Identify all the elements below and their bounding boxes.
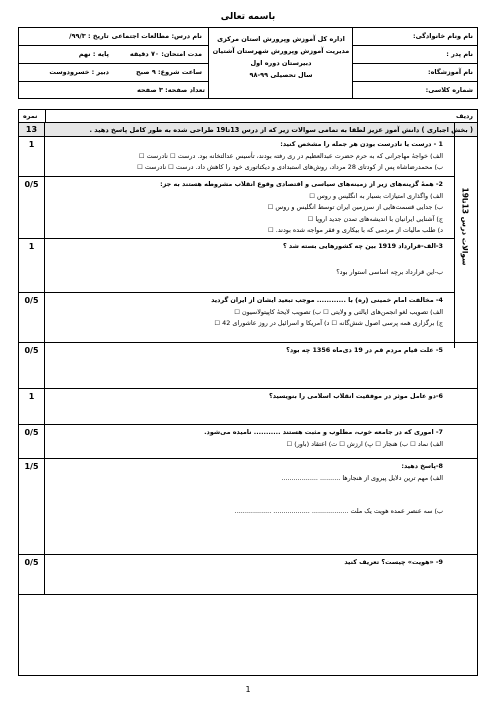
question-text: 7- اموری که در جامعه خوب، مطلوب و مثبت هستند ........... نامیده می‌شود. (204, 428, 443, 436)
exam-header (18, 27, 478, 99)
question-body (49, 391, 443, 403)
question-row (19, 343, 477, 389)
question-option-line[interactable] (49, 484, 443, 506)
question-option-line[interactable]: الف) نماد ☐ ب) هنجار ☐ پ) ارزش ☐ ت) اعتقاد (باور) ☐ (286, 439, 443, 448)
question-option-line[interactable]: د) طلب مالیات از مردمی که با بیکاری و فقر مواجه شده بودند. ☐ (268, 226, 443, 234)
question-text: 5- علت قیام مردم قم در 19 دی‌ماه 1356 چه بود؟ (286, 346, 443, 354)
question-score: 0/5 (19, 343, 45, 388)
question-row (19, 239, 455, 293)
question-option-line[interactable]: ب) جدایی قسمت‌هایی از سرزمین ایران توسط انگلیس و روس ☐ (267, 203, 443, 211)
question-option-line[interactable]: ب) سه عنصر عمده هویت یک ملت .................. .................. .................. (234, 507, 443, 515)
question-option-line[interactable]: ج) برگزاری همه پرسی اصول شش‌گانه ☐ د) آمریکا و اسرائیل در روز عاشورای 42 ☐ (214, 319, 443, 327)
questions-table (18, 109, 478, 676)
exam-info-row-1 (19, 28, 209, 46)
exam-info-column (19, 28, 209, 98)
question-body (49, 427, 443, 450)
date-label: تاریخ : ۹۹/۳/ (69, 32, 109, 40)
question-option-line[interactable]: ب-این قرارداد برچه اساسی استوار بود؟ (336, 267, 443, 276)
question-row (19, 459, 477, 555)
student-info-column (352, 28, 477, 98)
column-divider (45, 110, 46, 122)
duration-label: مدت امتحان: ۷۰ دقیقه (129, 50, 202, 58)
father-name-field[interactable]: نام پدر : (353, 46, 477, 64)
question-option-line[interactable]: ب) محمدرضاشاه پس از کودتای 28 مرداد، روش‌های استبدادی و دیکتاتوری خود را کاهش داد. درست ☐ نادرست ☐ (137, 163, 443, 171)
question-body (49, 179, 443, 237)
question-text: 3-الف-قرارداد 1919 بین چه کشورهایی بسته شد ؟ (282, 242, 443, 250)
question-text: 2- همهٔ گزینه‌های زیر از زمینه‌های سیاسی و اقتصادی وقوع انقلاب مشروطه هستند به جز: (160, 180, 443, 188)
question-row (19, 177, 455, 239)
grade-label: پایه : نهم (78, 50, 109, 58)
question-option-line[interactable]: الف) واگذاری امتیازات بسیار به انگلیس و روس ☐ (309, 191, 443, 200)
row-column-header: ردیف (456, 112, 473, 120)
question-body (49, 295, 443, 330)
question-score: 1 (19, 137, 45, 176)
question-body (49, 557, 443, 569)
question-body (49, 345, 443, 357)
section-header-row (19, 123, 477, 137)
school-name-field[interactable]: نام آموزشگاه: (353, 64, 477, 82)
question-text: 1 - درست یا نادرست بودن هر جمله را مشخص کنید: (280, 140, 443, 148)
question-score: 0/5 (19, 425, 45, 458)
question-score: 0/5 (19, 293, 45, 342)
page-number: 1 (245, 685, 251, 694)
question-score: 0/5 (19, 555, 45, 594)
question-option-line[interactable]: الف) خواجهٔ مهاجرانی که به حرم حضرت عبدالعظیم در ری رفته بودند، تأسیس عدالتخانه بود. درست ☐ نادرست ☐ (138, 151, 443, 160)
teacher-label: دبیر : خسرودوست (49, 68, 109, 76)
start-time-label: ساعت شروع: ۹ صبح (135, 68, 202, 76)
question-row (19, 425, 477, 459)
question-text: 9- «هویت» چیست؟ تعریف کنید (344, 558, 443, 566)
student-name-field[interactable]: نام ونام خانوادگی: (353, 28, 477, 46)
page-count-label: تعداد صفحه: ۳ صفحه (137, 86, 205, 94)
office-line-1: اداره کل آموزش وپرورش استان مرکزی (217, 35, 345, 43)
exam-info-row-3 (19, 64, 209, 82)
question-score: 1 (19, 389, 45, 424)
question-option-line[interactable]: الف) مهم ترین دلایل پیروی از هنجارها .......... .................. (281, 473, 443, 482)
section-side-label: سوالات درس 13تا19 (460, 187, 470, 266)
table-head (19, 110, 477, 123)
question-body (49, 461, 443, 540)
question-row (19, 555, 477, 595)
question-list (19, 137, 477, 595)
question-text: 8-پاسخ دهید: (401, 462, 443, 470)
question-score: 1/5 (19, 459, 45, 554)
question-option-line[interactable] (49, 518, 443, 540)
question-option-line[interactable]: ج) آشنایی ایرانیان با اندیشه‌های تمدن جدید اروپا ☐ (307, 214, 443, 223)
question-option-line[interactable]: الف) تصویب لغو انجمن‌های ایالتی و ولایتی ☐ ب) تصویب لایحهٔ کاپیتولاسیون ☐ (234, 307, 443, 316)
question-text: 6-دو عامل موثر در موفقیت انقلاب اسلامی را بنویسید؟ (268, 392, 443, 400)
office-line-4: سال تحصیلی ۹۹-۹۸ (249, 71, 313, 79)
top-title: باسمه تعالی (220, 12, 276, 22)
office-info-column (208, 28, 353, 98)
question-text: 4- مخالفت امام خمینی (ره) با ............ موجب تبعید ایشان از ایران گردید (211, 296, 443, 304)
question-row (19, 389, 477, 425)
score-column-header: نمره (23, 112, 38, 120)
section-title: ( بخش اجباری ) دانش آموز عزیز لطفا به تمامی سوالات زیر که از درس 13تا19 طراحی شده به طور کامل پاسخ دهید . (89, 126, 473, 134)
office-line-2: مدیریت آموزش وپرورش شهرستان آشتیان (212, 47, 350, 55)
exam-info-row-2 (19, 46, 209, 64)
question-score: 1 (19, 239, 45, 292)
office-line-3: دبیرستان دوره اول (250, 59, 312, 67)
section-score: 13 (19, 123, 45, 136)
question-row (19, 293, 477, 343)
class-number-field[interactable]: شماره کلاسی: (425, 86, 473, 94)
question-body (49, 241, 443, 278)
question-body (49, 139, 443, 174)
question-option-line[interactable] (49, 253, 443, 267)
question-row (19, 137, 455, 177)
subject-label: نام درس: مطالعات اجتماعی (111, 32, 202, 40)
question-score: 0/5 (19, 177, 45, 238)
